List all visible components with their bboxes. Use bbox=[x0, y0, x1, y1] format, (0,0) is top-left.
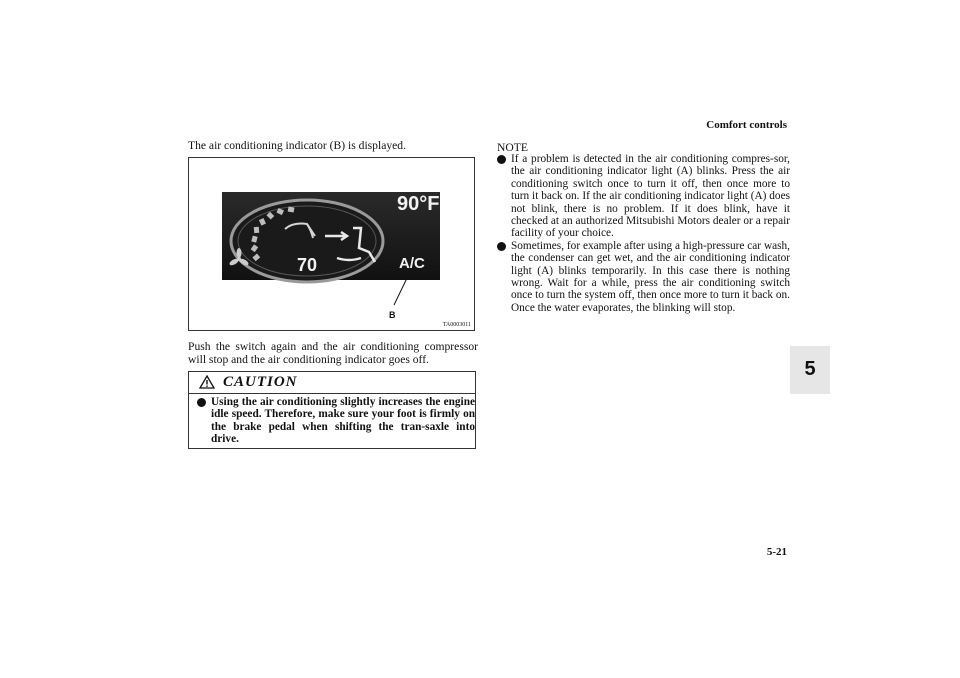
callout-line bbox=[394, 276, 408, 305]
page-number: 5-21 bbox=[766, 546, 787, 558]
figure-code: TA0003011 bbox=[442, 322, 471, 328]
note-heading: NOTE bbox=[497, 141, 528, 154]
intro-text: The air conditioning indicator (B) is displayed. bbox=[188, 139, 406, 152]
note-list bbox=[497, 153, 790, 314]
dashboard-display-illustration bbox=[189, 158, 474, 330]
caution-item bbox=[197, 396, 475, 446]
caution-box bbox=[188, 371, 476, 449]
callout-label-b: B bbox=[389, 310, 396, 320]
warning-triangle-icon bbox=[199, 375, 215, 389]
note-text: Sometimes, for example after using a high-pressure car wash, the condenser can get wet, and the air conditioning indicator light (A) blinks temporarily. In this case there is nothing wrong. Wait for a while, press the air conditioning switch once to turn the system off, then once more to turn it back on. Once the water evaporates, the blinking will stop. bbox=[511, 239, 790, 314]
ac-indicator-label: A/C bbox=[399, 255, 425, 272]
bullet-icon bbox=[497, 155, 506, 164]
caution-text: Using the air conditioning slightly increases the engine idle speed. Therefore, make sure your foot is firmly on the brake pedal when shifting the tran-saxle into drive. bbox=[211, 396, 475, 446]
ac-indicator-figure bbox=[188, 157, 475, 331]
note-item bbox=[497, 153, 790, 240]
temperature-readout: 90°F bbox=[397, 193, 440, 215]
chapter-tab-number: 5 bbox=[804, 358, 816, 380]
chapter-tab bbox=[790, 346, 830, 394]
caution-header bbox=[189, 372, 475, 394]
push-switch-text: Push the switch again and the air conditioning compressor will stop and the air conditioning indicator goes off. bbox=[188, 340, 478, 366]
bullet-icon bbox=[497, 242, 506, 251]
running-header: Comfort controls bbox=[706, 119, 787, 131]
bullet-icon bbox=[197, 398, 206, 407]
fan-speed-value: 70 bbox=[297, 255, 318, 275]
note-item bbox=[497, 240, 790, 314]
note-text: If a problem is detected in the air conditioning compres-sor, the air conditioning indicator light (A) blinks. Press the air conditioning switch once to turn it off, then once more to turn it back on. If the air conditioning indicator light (A) does not blink, there is no problem. If it does blink, have it checked at an authorized Mitsubishi Motors dealer or a repair facility of your choice. bbox=[511, 153, 790, 240]
caution-title: CAUTION bbox=[223, 374, 298, 390]
